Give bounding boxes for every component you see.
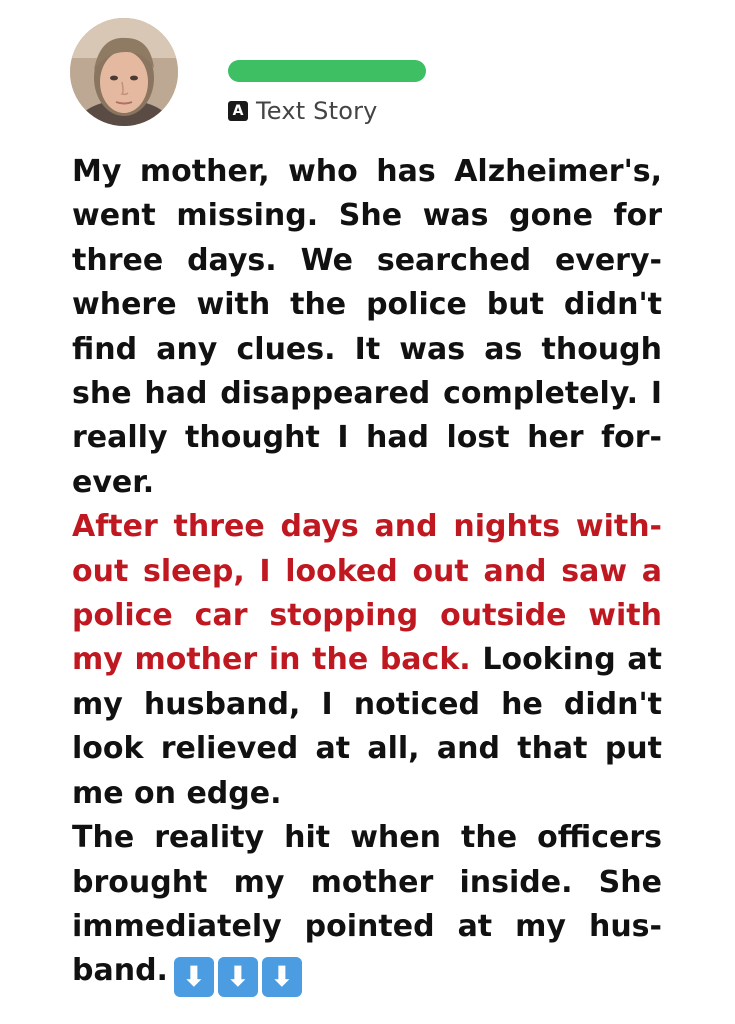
story-paragraph-2 (72, 505, 662, 816)
avatar-image (70, 18, 178, 126)
arrows-group (174, 957, 302, 997)
down-arrow-icon: ⬇ (218, 957, 258, 997)
author-name-redaction (228, 60, 426, 82)
story-type-label: Text Story (256, 97, 378, 125)
story-highlight-text: After three days and nights without sleep, I looked out and saw a police car stopping outside with my mother in the back. (72, 509, 662, 678)
post-header (70, 18, 670, 130)
story-body (72, 150, 662, 997)
text-story-icon: A (228, 101, 248, 121)
down-arrow-icon: ⬇ (262, 957, 302, 997)
story-tag (228, 96, 378, 126)
avatar[interactable] (70, 18, 178, 126)
story-paragraph-2-text: Looking at my husband, I noticed he didn't look relieved at all, and that put me on edge. (72, 642, 662, 811)
down-arrow-icon: ⬇ (174, 957, 214, 997)
story-paragraph-1: My mother, who has Alzheimer's, went missing. She was gone for three days. We searched everywhere with the police but didn't find any clues. It was as though she had disappeared completely. I really thought I had lost her forever. (72, 154, 662, 500)
story-paragraph-3-text: The reality hit when the officers brought my mother inside. She immediately pointed at my husband. (72, 820, 662, 989)
story-paragraph-3 (72, 816, 662, 997)
